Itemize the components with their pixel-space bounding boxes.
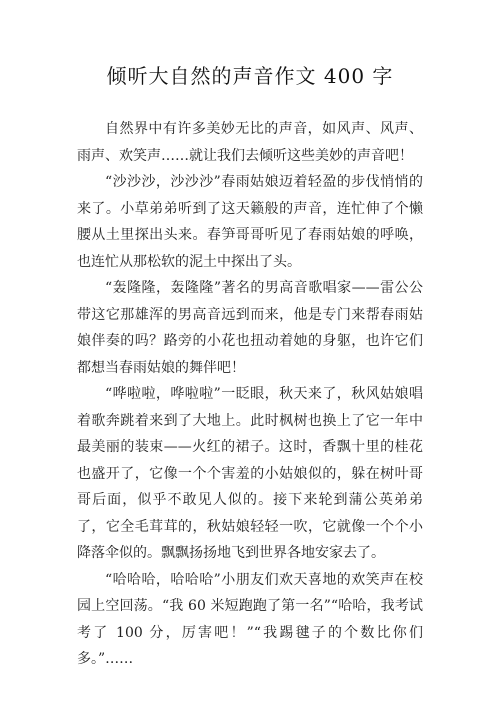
paragraph: “哈哈哈，哈哈哈”小朋友们欢天喜地的欢笑声在校园上空回荡。“我 60 米短跑跑了第一名”“哈哈，我考试考了 100 分，厉害吧！”“我踢毽子的个数比你们多。”…… <box>77 571 423 667</box>
paragraph: “哗啦啦，哗啦啦”一眨眼，秋天来了，秋风姑娘唱着歌奔跳着来到了大地上。此时枫树也换上了它一年中最美丽的装束——火红的裙子。这时，香飘十里的桂花也盛开了，它像一个个害羞的小姑娘似的，躲在树叶哥哥后面，似乎不敢见人似的。接下来轮到蒲公英弟弟了，它全毛茸茸的，秋姑娘轻轻一吹，它就像一个个小降落伞似的。飘飘扬扬地飞到世界各地安家去了。 <box>77 386 423 561</box>
essay-title: 倾听大自然的声音作文 400 字 <box>106 64 394 88</box>
essay-body <box>77 116 423 673</box>
paragraph: 自然界中有许多美妙无比的声音，如风声、风声、雨声、欢笑声……就让我们去倾听这些美妙的声音吧！ <box>77 121 423 164</box>
paragraph: “轰隆隆，轰隆隆”著名的男高音歌唱家——雷公公带这它那雄浑的男高音远到而来，他是专门来帮春雨姑娘伴奏的吗？路旁的小花也扭动着她的身躯，也许它们都想当春雨姑娘的舞伴吧！ <box>77 280 423 376</box>
paragraph: “沙沙沙，沙沙沙”春雨姑娘迈着轻盈的步伐悄悄的来了。小草弟弟听到了这天籁般的声音，连忙伸了个懒腰从土里探出头来。春笋哥哥听见了春雨姑娘的呼唤，也连忙从那松软的泥土中探出了头。 <box>77 174 423 270</box>
